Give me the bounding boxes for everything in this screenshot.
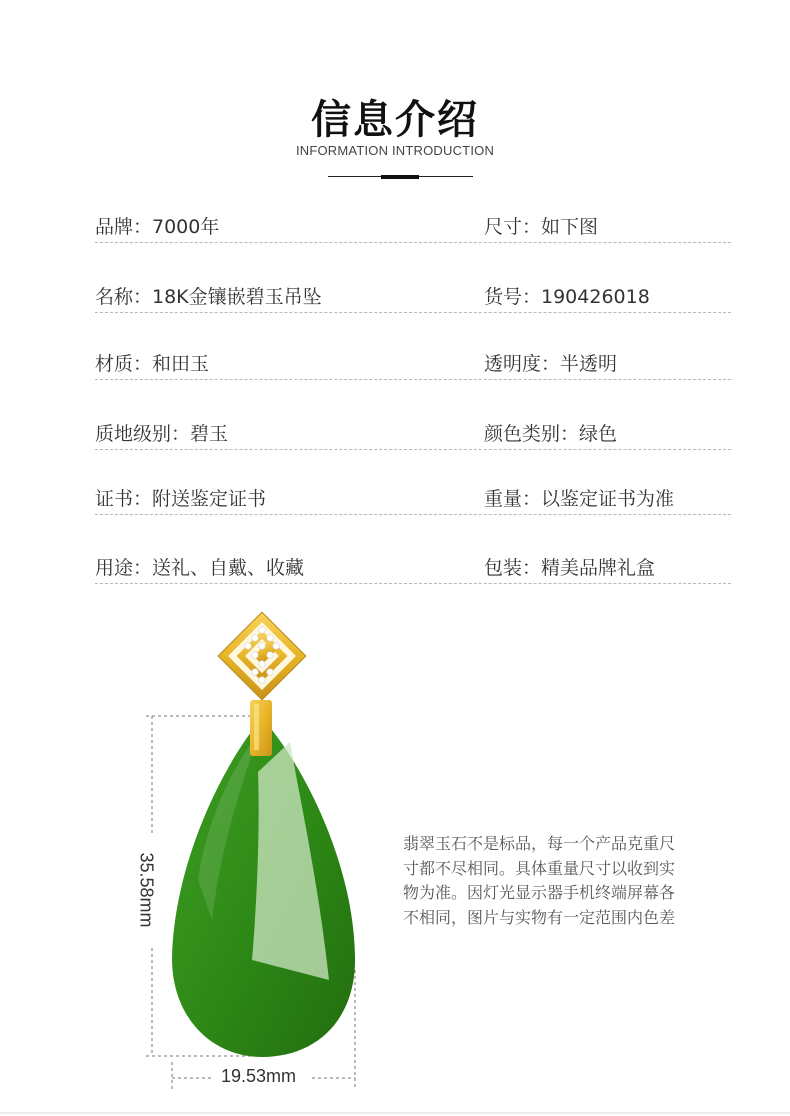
height-dimension-label: 35.58mm: [136, 852, 157, 928]
spec-size: 尺寸：如下图: [484, 216, 599, 238]
spec-certificate: 证书：附送鉴定证书: [95, 488, 267, 510]
spec-packaging: 包装：精美品牌礼盒: [484, 557, 656, 579]
section-subtitle: INFORMATION INTRODUCTION: [295, 143, 495, 158]
spec-grade: 质地级别：碧玉: [95, 423, 229, 445]
spec-name: 名称：18K金镶嵌碧玉吊坠: [95, 286, 322, 308]
gold-bail: [250, 700, 272, 756]
spec-brand: 品牌：7000年: [95, 216, 220, 238]
disclaimer-note: [403, 832, 723, 930]
bail-shine: [254, 704, 259, 750]
spec-color: 颜色类别：绿色: [484, 423, 618, 445]
spec-weight: 重量：以鉴定证书为准: [484, 488, 675, 510]
disclaimer-line: 物为准。因灯光显示器手机终端屏幕各: [403, 883, 676, 902]
gold-pendant-top: [218, 612, 306, 700]
section-title: 信息介绍: [311, 96, 479, 143]
disclaimer-line: 寸都不尽相同。具体重量尺寸以收到实: [403, 858, 676, 878]
spec-item-number: 货号：190426018: [484, 286, 650, 308]
spec-usage: 用途：送礼、自戴、收藏: [95, 557, 305, 579]
bottom-divider: [0, 1112, 790, 1114]
disclaimer-line: 翡翠玉石不是标品，每一个产品克重尺: [403, 834, 676, 853]
spec-transparency: 透明度：半透明: [484, 353, 618, 375]
spec-material: 材质：和田玉: [95, 353, 210, 375]
disclaimer-line: 不相同，图片与实物有一定范围内色差: [403, 907, 676, 927]
width-dimension-label: 19.53mm: [221, 1066, 297, 1086]
